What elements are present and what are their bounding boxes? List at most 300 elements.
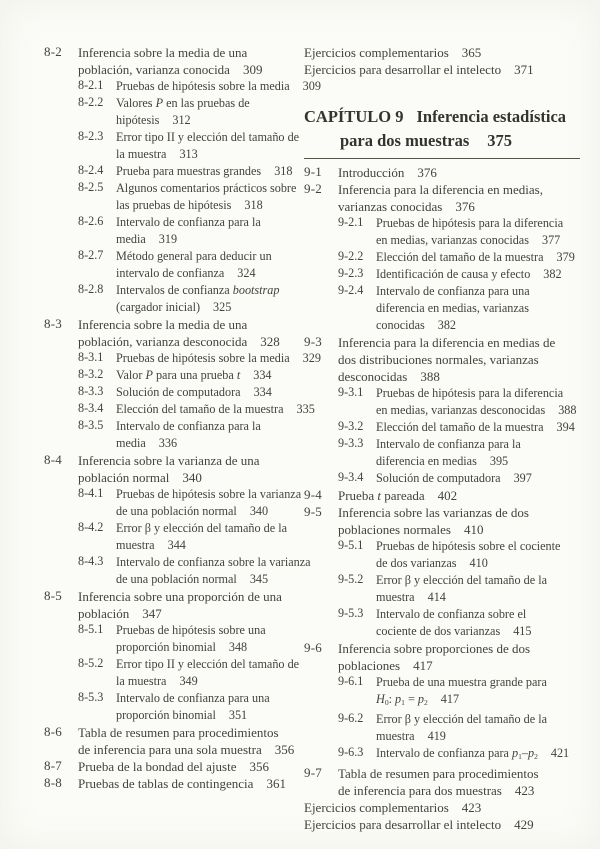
- toc-entry-text: [338, 640, 580, 674]
- toc-entry-text: [116, 384, 300, 401]
- toc-text-segment: diferencia en medias: [376, 454, 477, 468]
- toc-text-segment: Intervalos de confianza: [116, 283, 233, 297]
- toc-page-number: 348: [228, 640, 248, 654]
- toc-entry-8-2.2: [44, 95, 300, 129]
- chapter-heading-line2: [304, 129, 580, 153]
- toc-entry-text: [116, 282, 300, 316]
- toc-page-number: 345: [249, 572, 269, 586]
- toc-entry-number: 8-3.1: [78, 350, 104, 364]
- toc-text-segment: p: [417, 692, 424, 706]
- toc-entry-number: 9-3.1: [338, 385, 364, 399]
- toc-text-segment: Ejercicios para desarrollar el intelecto: [304, 62, 502, 77]
- toc-entry-line: [78, 758, 300, 775]
- toc-text-segment: Inferencia sobre una proporción de una: [78, 589, 282, 604]
- toc-entry-text: [338, 765, 580, 799]
- toc-text-segment: las pruebas de hipótesis: [116, 198, 232, 212]
- toc-entry-number: 9-3.3: [338, 436, 364, 450]
- toc-text-segment: Error β y elección del tamaño de la: [376, 712, 547, 727]
- toc-text-segment: Intervalo de confianza para: [376, 746, 513, 761]
- toc-entry-text: [78, 44, 300, 78]
- toc-page-number: 376: [417, 165, 437, 180]
- toc-text-segment: Inferencia para la diferencia en medias,: [338, 182, 543, 197]
- toc-page-number: 318: [244, 198, 263, 212]
- toc-entry-number: 8-5: [44, 588, 62, 603]
- toc-entry-line: [338, 657, 580, 674]
- toc-entry-8-3.3: [44, 384, 300, 401]
- toc-entry-9-1: [304, 164, 580, 181]
- toc-entry-number: 8-7: [44, 758, 62, 773]
- toc-entry-line: [376, 232, 580, 249]
- toc-entry-number: 9-6: [304, 640, 322, 655]
- toc-entry-line: [376, 470, 580, 487]
- toc-entry-number: 8-4.3: [78, 554, 104, 568]
- toc-entry-line: [338, 198, 580, 215]
- toc-entry-number: 9-6.1: [338, 674, 364, 688]
- toc-entry-8-3: [44, 316, 300, 350]
- toc-text-segment: cociente de dos varianzas: [376, 624, 501, 638]
- toc-entry-number: 9-3.2: [338, 419, 364, 433]
- toc-entry-line: [116, 231, 300, 248]
- toc-entry-9-3: [304, 334, 580, 385]
- toc-entry-line: [116, 95, 300, 112]
- toc-entry-9-6: [304, 640, 580, 674]
- toc-page-number: 395: [489, 454, 509, 468]
- toc-text-segment: Intervalo de confianza para una: [376, 284, 530, 298]
- toc-entry-number: 9-5.1: [338, 538, 364, 552]
- toc-entry-line: [116, 350, 321, 367]
- toc-entry-text: [78, 316, 300, 350]
- toc-entry-misc: [304, 816, 580, 833]
- toc-entry-line: [116, 520, 300, 537]
- toc-text-segment: dos distribuciones normales, varianzas: [338, 352, 539, 367]
- toc-entry-line: [116, 486, 300, 503]
- toc-page-number: 415: [513, 624, 532, 638]
- toc-entry-line: [78, 452, 300, 469]
- toc-text-segment: media: [116, 436, 146, 450]
- toc-entry-line: [116, 690, 300, 707]
- toc-entry-number: 9-6.2: [338, 711, 364, 726]
- toc-text-segment: Pruebas de hipótesis para la diferencia: [376, 216, 564, 230]
- toc-text-segment: Intervalo de confianza sobre el: [376, 607, 527, 621]
- toc-entry-8-4.1: [44, 486, 300, 520]
- toc-entry-line: [116, 503, 300, 520]
- toc-text-segment: conocidas: [376, 318, 425, 332]
- toc-entry-9-2.2: [304, 249, 580, 266]
- toc-page-number: 309: [242, 62, 263, 77]
- toc-text-segment: p: [512, 746, 519, 761]
- toc-entry-number: 8-4.1: [78, 486, 104, 500]
- toc-page-number: 382: [437, 318, 457, 332]
- toc-text-segment: la muestra: [116, 674, 167, 688]
- toc-entry-text: [116, 95, 300, 129]
- toc-entry-number: 8-2.3: [78, 129, 104, 143]
- toc-text-segment: Inferencia para la diferencia en medias de: [338, 335, 556, 350]
- toc-entry-9-6.3: [304, 745, 580, 765]
- toc-text-segment: p: [527, 746, 535, 761]
- toc-text-segment: t: [236, 368, 241, 382]
- toc-text-segment: diferencia en medias, varianzas: [376, 301, 529, 315]
- toc-entry-line: [376, 453, 580, 470]
- toc-entry-line: [338, 351, 580, 368]
- toc-entry-8-3.1: [44, 350, 321, 367]
- toc-entry-line: [78, 61, 300, 78]
- toc-text-segment: Inferencia sobre proporciones de dos: [338, 641, 531, 656]
- toc-entry-number: 8-2.6: [78, 214, 104, 228]
- toc-text-segment: Pruebas de hipótesis sobre la varianza: [116, 487, 302, 501]
- toc-text-segment: poblaciones normales: [338, 522, 451, 537]
- toc-entry-9-2.4: [304, 283, 580, 334]
- toc-text-segment: P: [155, 96, 164, 110]
- toc-entry-line: [376, 728, 580, 745]
- toc-page-number: 410: [464, 522, 484, 537]
- toc-entry-9-7: [304, 765, 580, 799]
- toc-entry-number: 8-5.2: [78, 656, 104, 670]
- toc-text-segment: H: [376, 692, 385, 706]
- toc-entry-text: [338, 164, 580, 181]
- toc-entry-line: [338, 487, 580, 504]
- toc-page-number: 394: [556, 420, 575, 434]
- toc-entry-text: [338, 487, 580, 504]
- toc-entry-line: [116, 401, 315, 418]
- toc-text-segment: 2: [534, 752, 538, 762]
- toc-entry-text: [116, 129, 300, 163]
- toc-entry-line: [78, 724, 300, 741]
- toc-text-segment: P: [145, 368, 153, 382]
- toc-text-segment: de una población normal: [116, 504, 237, 518]
- toc-entry-text: [116, 350, 321, 367]
- toc-entry-line: [376, 436, 580, 453]
- toc-entry-8-8: [44, 775, 300, 792]
- toc-entry-line: [78, 316, 300, 333]
- toc-text-segment: muestra: [376, 729, 415, 744]
- toc-text-segment: –: [521, 746, 528, 761]
- toc-entry-8-2.7: [44, 248, 300, 282]
- toc-entry-line: [116, 367, 300, 384]
- toc-entry-line: [376, 691, 580, 711]
- toc-text-segment: Error tipo II y elección del tamaño de: [116, 657, 300, 671]
- toc-entry-8-2.4: [44, 163, 300, 180]
- toc-page-number: 328: [260, 334, 280, 349]
- toc-entry-line: [338, 164, 580, 181]
- toc-entry-line: [338, 640, 580, 657]
- toc-page-number: 325: [213, 300, 232, 314]
- toc-entry-line: [116, 112, 300, 129]
- toc-entry-line: [338, 782, 580, 799]
- toc-page-number: 329: [302, 351, 321, 365]
- toc-entry-9-5: [304, 504, 580, 538]
- toc-entry-line: [116, 299, 300, 316]
- toc-text-segment: Ejercicios complementarios: [304, 800, 449, 816]
- toc-page-number: 377: [541, 233, 561, 247]
- toc-entry-text: [116, 180, 300, 214]
- toc-text-segment: en las pruebas de: [163, 96, 250, 110]
- toc-text-segment: media: [116, 232, 146, 246]
- toc-text-segment: Método general para deducir un: [116, 249, 272, 263]
- toc-text-segment: varianzas conocidas: [338, 199, 443, 214]
- toc-entry-text: [116, 78, 321, 95]
- toc-entry-9-6.2: [304, 711, 580, 745]
- toc-entry-line: [376, 538, 580, 555]
- toc-text-segment: Solución de computadora: [116, 385, 241, 399]
- toc-entry-line: [376, 266, 580, 283]
- toc-entry-number: 8-3.4: [78, 401, 104, 415]
- toc-text-segment: Intervalo de confianza para la: [116, 419, 261, 433]
- toc-text-segment: Ejercicios para desarrollar el intelecto: [304, 817, 502, 833]
- toc-entry-number: 9-1: [304, 164, 322, 179]
- toc-entry-number: 8-3.5: [78, 418, 104, 432]
- toc-entry-line: [116, 78, 321, 95]
- toc-entry-8-2.3: [44, 129, 300, 163]
- toc-text-segment: Prueba de una muestra grande para: [376, 675, 547, 689]
- toc-text-segment: Prueba para muestras grandes: [116, 164, 262, 178]
- toc-entry-text: [116, 418, 300, 452]
- toc-text-segment: hipótesis: [116, 113, 160, 127]
- toc-entry-number: 9-5.3: [338, 606, 364, 620]
- toc-entry-text: [116, 486, 300, 520]
- chapter-title: Inferencia estadística: [416, 107, 567, 126]
- toc-entry-line: [116, 707, 300, 724]
- toc-entry-text: [376, 606, 580, 640]
- toc-text-segment: Elección del tamaño de la muestra: [376, 250, 544, 264]
- toc-entry-text: [116, 656, 300, 690]
- toc-entry-line: [376, 711, 580, 728]
- column-gap: [304, 78, 580, 105]
- toc-entry-text: [376, 572, 580, 606]
- toc-page-number: 379: [556, 250, 575, 264]
- toc-entry-misc: [304, 61, 580, 78]
- toc-entry-text: [338, 504, 580, 538]
- toc-entry-text: [338, 181, 580, 215]
- toc-page-number: 324: [237, 266, 256, 280]
- toc-entry-text: [78, 758, 300, 775]
- toc-text-segment: en medias, varianzas conocidas: [376, 233, 529, 247]
- toc-entry-line: [376, 385, 580, 402]
- toc-text-segment: desconocidas: [338, 369, 408, 384]
- toc-entry-line: [116, 656, 300, 673]
- toc-entry-line: [376, 215, 580, 232]
- toc-entry-9-2.1: [304, 215, 580, 249]
- toc-text-segment: Pruebas de hipótesis sobre el cociente: [376, 539, 561, 553]
- toc-entry-text: [376, 215, 580, 249]
- toc-entry-8-4.2: [44, 520, 300, 554]
- toc-page-number: 397: [513, 471, 532, 485]
- toc-entry-line: [116, 673, 300, 690]
- toc-text-segment: Pruebas de hipótesis sobre una: [116, 623, 266, 637]
- toc-entry-number: 8-5.3: [78, 690, 104, 704]
- toc-page-number: 410: [469, 556, 488, 570]
- toc-entry-number: 9-2: [304, 181, 322, 196]
- toc-entry-text: [376, 249, 580, 266]
- toc-text-segment: la muestra: [116, 147, 167, 161]
- toc-entry-text: [116, 554, 311, 588]
- toc-entry-number: 8-8: [44, 775, 62, 790]
- toc-entry-number: 8-2.4: [78, 163, 104, 177]
- toc-text-segment: Intervalo de confianza sobre la varianza: [116, 555, 311, 569]
- toc-text-segment: Tabla de resumen para procedimientos: [78, 725, 279, 740]
- toc-entry-8-2.5: [44, 180, 300, 214]
- toc-text-segment: Elección del tamaño de la muestra: [116, 402, 284, 416]
- toc-entry-text: [304, 799, 580, 816]
- toc-page-number: 319: [158, 232, 178, 246]
- toc-entry-text: [376, 436, 580, 470]
- toc-text-segment: proporción binomial: [116, 708, 216, 722]
- toc-entry-line: [376, 606, 580, 623]
- toc-entry-line: [376, 572, 580, 589]
- toc-entry-9-3.3: [304, 436, 580, 470]
- toc-entry-8-5: [44, 588, 300, 622]
- toc-text-segment: población: [78, 606, 130, 621]
- toc-entry-number: 8-3.2: [78, 367, 104, 381]
- toc-entry-line: [116, 129, 300, 146]
- toc-text-segment: 1: [518, 752, 522, 762]
- toc-entry-line: [116, 163, 300, 180]
- toc-entry-number: 8-4: [44, 452, 62, 467]
- toc-entry-line: [116, 622, 300, 639]
- toc-entry-text: [304, 44, 580, 61]
- toc-entry-text: [78, 452, 300, 486]
- toc-text-segment: Elección del tamaño de la muestra: [376, 420, 544, 434]
- toc-text-segment: p: [395, 692, 402, 706]
- toc-entry-text: [116, 367, 300, 384]
- toc-entry-9-2: [304, 181, 580, 215]
- toc-entry-9-5.1: [304, 538, 580, 572]
- toc-entry-line: [116, 248, 300, 265]
- toc-entry-number: 9-7: [304, 765, 322, 781]
- chapter-heading-line1: [304, 105, 580, 129]
- toc-text-segment: de una población normal: [116, 572, 237, 586]
- toc-text-segment: intervalo de confianza: [116, 266, 225, 280]
- toc-text-segment: población, varianza conocida: [78, 62, 230, 77]
- toc-entry-9-6.1: [304, 674, 580, 711]
- toc-text-segment: Introducción: [338, 165, 405, 180]
- toc-entry-text: [376, 538, 580, 572]
- toc-entry-number: 8-3.3: [78, 384, 104, 398]
- toc-page-number: 429: [514, 817, 534, 833]
- toc-page-number: 421: [550, 746, 570, 761]
- toc-page-number: 318: [274, 164, 293, 178]
- toc-entry-line: [116, 146, 300, 163]
- toc-text-segment: =: [404, 692, 418, 706]
- toc-text-segment: Error tipo II y elección del tamaño de: [116, 130, 300, 144]
- toc-text-segment: Intervalo de confianza para la: [116, 215, 261, 229]
- toc-entry-number: 8-5.1: [78, 622, 104, 636]
- toc-text-segment: población, varianza desconocida: [78, 334, 248, 349]
- toc-entry-text: [376, 266, 580, 283]
- toc-entry-text: [116, 401, 315, 418]
- toc-page-number: 365: [461, 45, 482, 60]
- toc-text-segment: Pruebas de hipótesis para la diferencia: [376, 386, 564, 400]
- toc-entry-text: [376, 711, 580, 745]
- toc-text-segment: proporción binomial: [116, 640, 216, 654]
- toc-page-number: 388: [420, 369, 440, 384]
- toc-entry-line: [78, 44, 300, 61]
- toc-text-segment: Prueba: [338, 488, 378, 503]
- toc-entry-line: [376, 745, 580, 765]
- toc-entry-8-5.1: [44, 622, 300, 656]
- toc-entry-number: 8-2.1: [78, 78, 104, 92]
- toc-entry-text: [116, 214, 300, 248]
- toc-text-segment: de dos varianzas: [376, 556, 457, 570]
- toc-page-number: 417: [440, 692, 460, 706]
- toc-entry-line: [338, 765, 580, 782]
- toc-entry-number: 8-6: [44, 724, 62, 739]
- toc-text-segment: Valor: [116, 368, 146, 382]
- toc-entry-9-5.2: [304, 572, 580, 606]
- toc-entry-number: 8-3: [44, 316, 62, 331]
- toc-column-right: [304, 44, 580, 833]
- toc-entry-line: [376, 317, 580, 334]
- toc-entry-8-4: [44, 452, 300, 486]
- toc-entry-line: [116, 418, 300, 435]
- toc-entry-line: [304, 61, 580, 78]
- toc-page-number: 423: [461, 800, 482, 816]
- toc-entry-9-3.1: [304, 385, 580, 419]
- chapter-rule: [304, 158, 580, 159]
- toc-page-number: 313: [179, 147, 198, 161]
- toc-entry-line: [338, 334, 580, 351]
- toc-entry-number: 9-6.3: [338, 745, 364, 760]
- toc-page-number: 419: [427, 729, 446, 744]
- toc-page-number: 334: [253, 385, 272, 399]
- toc-entry-line: [116, 435, 300, 452]
- toc-entry-line: [376, 249, 580, 266]
- chapter-title-continued: para dos muestras: [340, 131, 470, 150]
- toc-entry-line: [116, 180, 300, 197]
- toc-entry-9-4: [304, 487, 580, 504]
- toc-text-segment: Valores: [116, 96, 156, 110]
- toc-text-segment: bootstrap: [232, 283, 280, 297]
- toc-text-segment: Identificación de causa y efecto: [376, 267, 531, 281]
- toc-entry-number: 9-3.4: [338, 470, 364, 484]
- toc-entry-line: [78, 333, 300, 350]
- toc-entry-line: [78, 775, 300, 792]
- toc-page-number: 382: [543, 267, 562, 281]
- toc-entry-line: [376, 623, 580, 640]
- toc-text-segment: de inferencia para dos muestras: [338, 783, 502, 799]
- toc-text-segment: muestra: [116, 538, 155, 552]
- toc-entry-number: 8-2.8: [78, 282, 104, 296]
- toc-text-segment: Ejercicios complementarios: [304, 45, 449, 60]
- toc-entry-text: [116, 622, 300, 656]
- toc-entry-8-3.4: [44, 401, 315, 418]
- toc-text-segment: (cargador inicial): [116, 300, 201, 314]
- toc-text-segment: poblaciones: [338, 658, 401, 673]
- toc-page-number: 347: [142, 606, 162, 621]
- chapter-page-number: 375: [487, 131, 513, 150]
- toc-entry-misc: [304, 44, 580, 61]
- toc-entry-line: [116, 282, 300, 299]
- toc-text-segment: pareada: [380, 488, 425, 503]
- toc-entry-misc: [304, 799, 580, 816]
- toc-entry-text: [304, 61, 580, 78]
- toc-entry-8-5.3: [44, 690, 300, 724]
- toc-entry-8-2.6: [44, 214, 300, 248]
- toc-entry-number: 9-5: [304, 504, 322, 519]
- toc-entry-8-7: [44, 758, 300, 775]
- toc-entry-line: [116, 197, 300, 214]
- toc-text-segment: Error β y elección del tamaño de la: [376, 573, 547, 587]
- toc-entry-line: [376, 283, 580, 300]
- toc-page-number: 361: [266, 776, 286, 791]
- toc-entry-9-3.4: [304, 470, 580, 487]
- toc-page-number: 340: [249, 504, 269, 518]
- toc-entry-text: [304, 816, 580, 833]
- toc-page-number: 340: [182, 470, 202, 485]
- toc-entry-8-2: [44, 44, 300, 78]
- toc-page-number: 334: [253, 368, 272, 382]
- toc-page-number: 356: [274, 742, 295, 757]
- toc-entry-text: [116, 520, 300, 554]
